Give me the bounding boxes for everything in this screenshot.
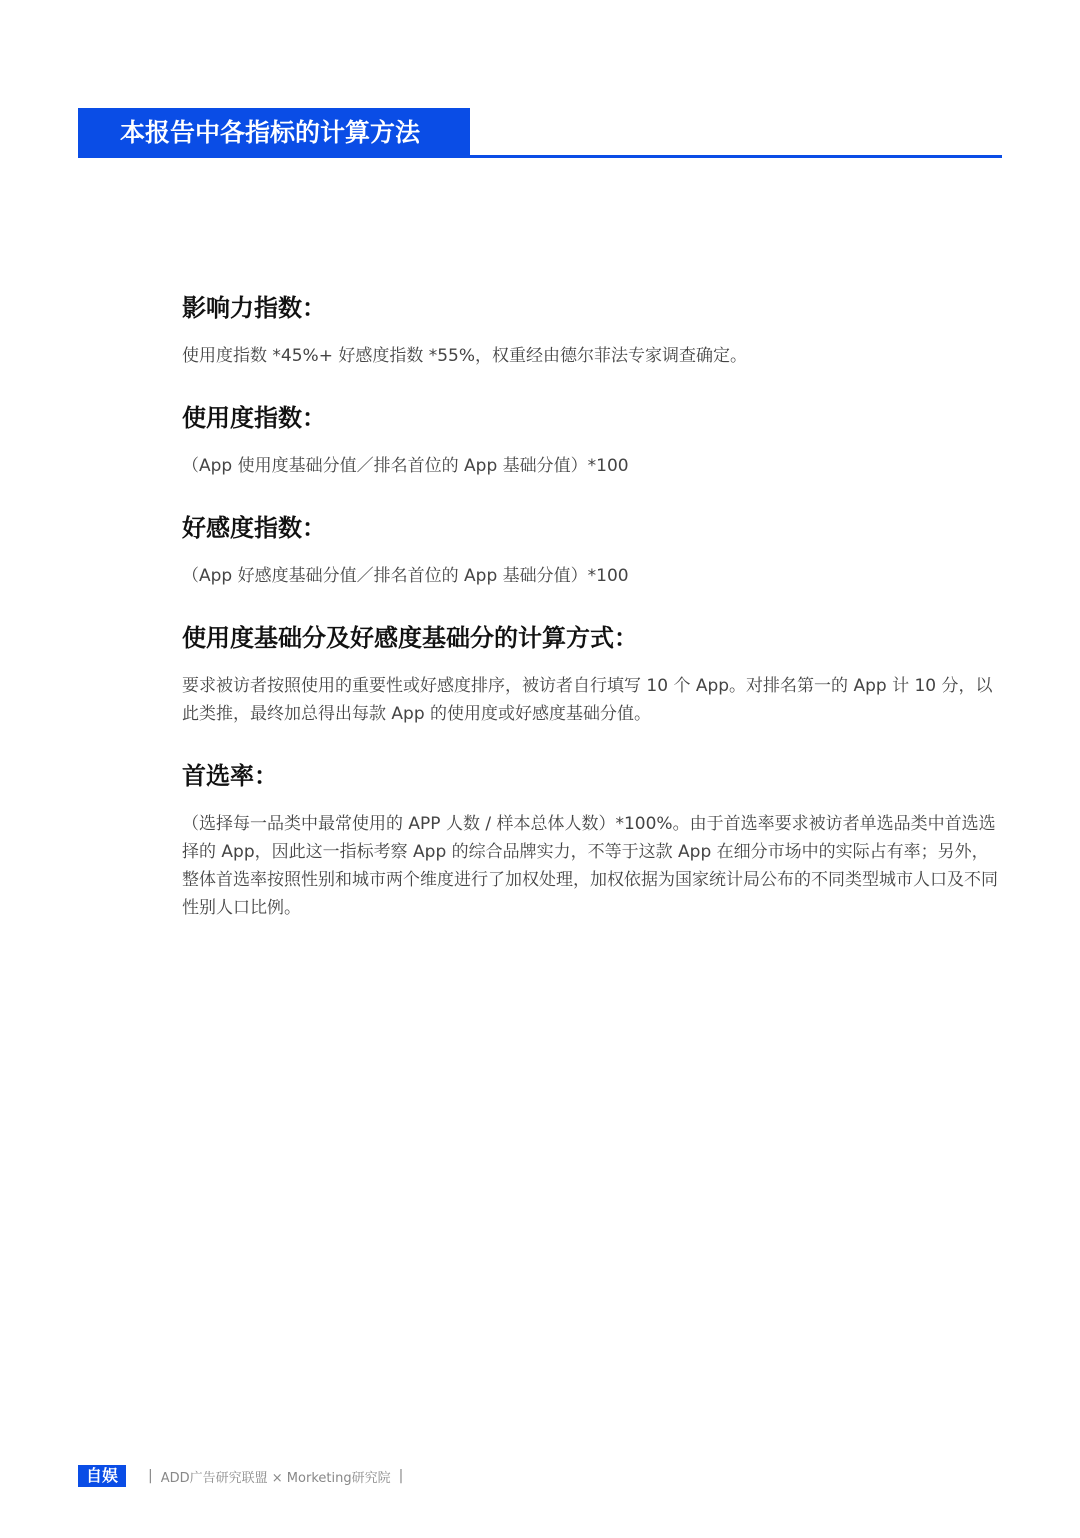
page-footer — [78, 1464, 403, 1488]
section-heading: 影响力指数： — [182, 294, 326, 322]
section-heading: 首选率： — [182, 762, 278, 790]
page-header — [78, 108, 1002, 158]
footer-separator: | — [148, 1468, 153, 1484]
section-heading: 使用度基础分及好感度基础分的计算方式： — [182, 624, 638, 652]
page-title: 本报告中各指标的计算方法 — [78, 108, 470, 158]
section-body: （App 使用度基础分值／排名首位的 App 基础分值）*100 — [182, 456, 629, 476]
footer-badge: 自娱 — [78, 1465, 126, 1487]
section-base-score-method — [182, 620, 1004, 728]
footer-separator: | — [398, 1468, 404, 1484]
section-body: 使用度指数 *45%+ 好感度指数 *55%，权重经由德尔菲法专家调查确定。 — [182, 346, 748, 366]
section-body: 要求被访者按照使用的重要性或好感度排序，被访者自行填写 10 个 App。对排名第一的 App 计 10 分，以此类推，最终加总得出每款 App 的使用度或好感度基础分值。 — [182, 676, 993, 724]
section-heading: 好感度指数： — [182, 514, 326, 542]
section-favorability-index — [182, 510, 1004, 590]
section-body: （App 好感度基础分值／排名首位的 App 基础分值）*100 — [182, 566, 629, 586]
section-usage-index — [182, 400, 1004, 480]
section-influence-index — [182, 290, 1004, 370]
footer-text: ADD广告研究联盟 × Morketing研究院 — [160, 1470, 391, 1486]
section-first-choice-rate — [182, 758, 1004, 922]
header-divider — [470, 155, 1002, 158]
section-body: （选择每一品类中最常使用的 APP 人数 / 样本总体人数）*100%。由于首选率要求被访者单选品类中首选选择的 App，因此这一指标考察 App 的综合品牌实力，不等于这款 App 在细分市场中的实际占有率；另外，整体首选率按照性别和城市两个维度进行了加权处理，加权依据为国家统计局公布的不同类型城市人口及不同性别人口比例。 — [182, 814, 998, 918]
section-heading: 使用度指数： — [182, 404, 326, 432]
main-content — [182, 290, 1004, 922]
